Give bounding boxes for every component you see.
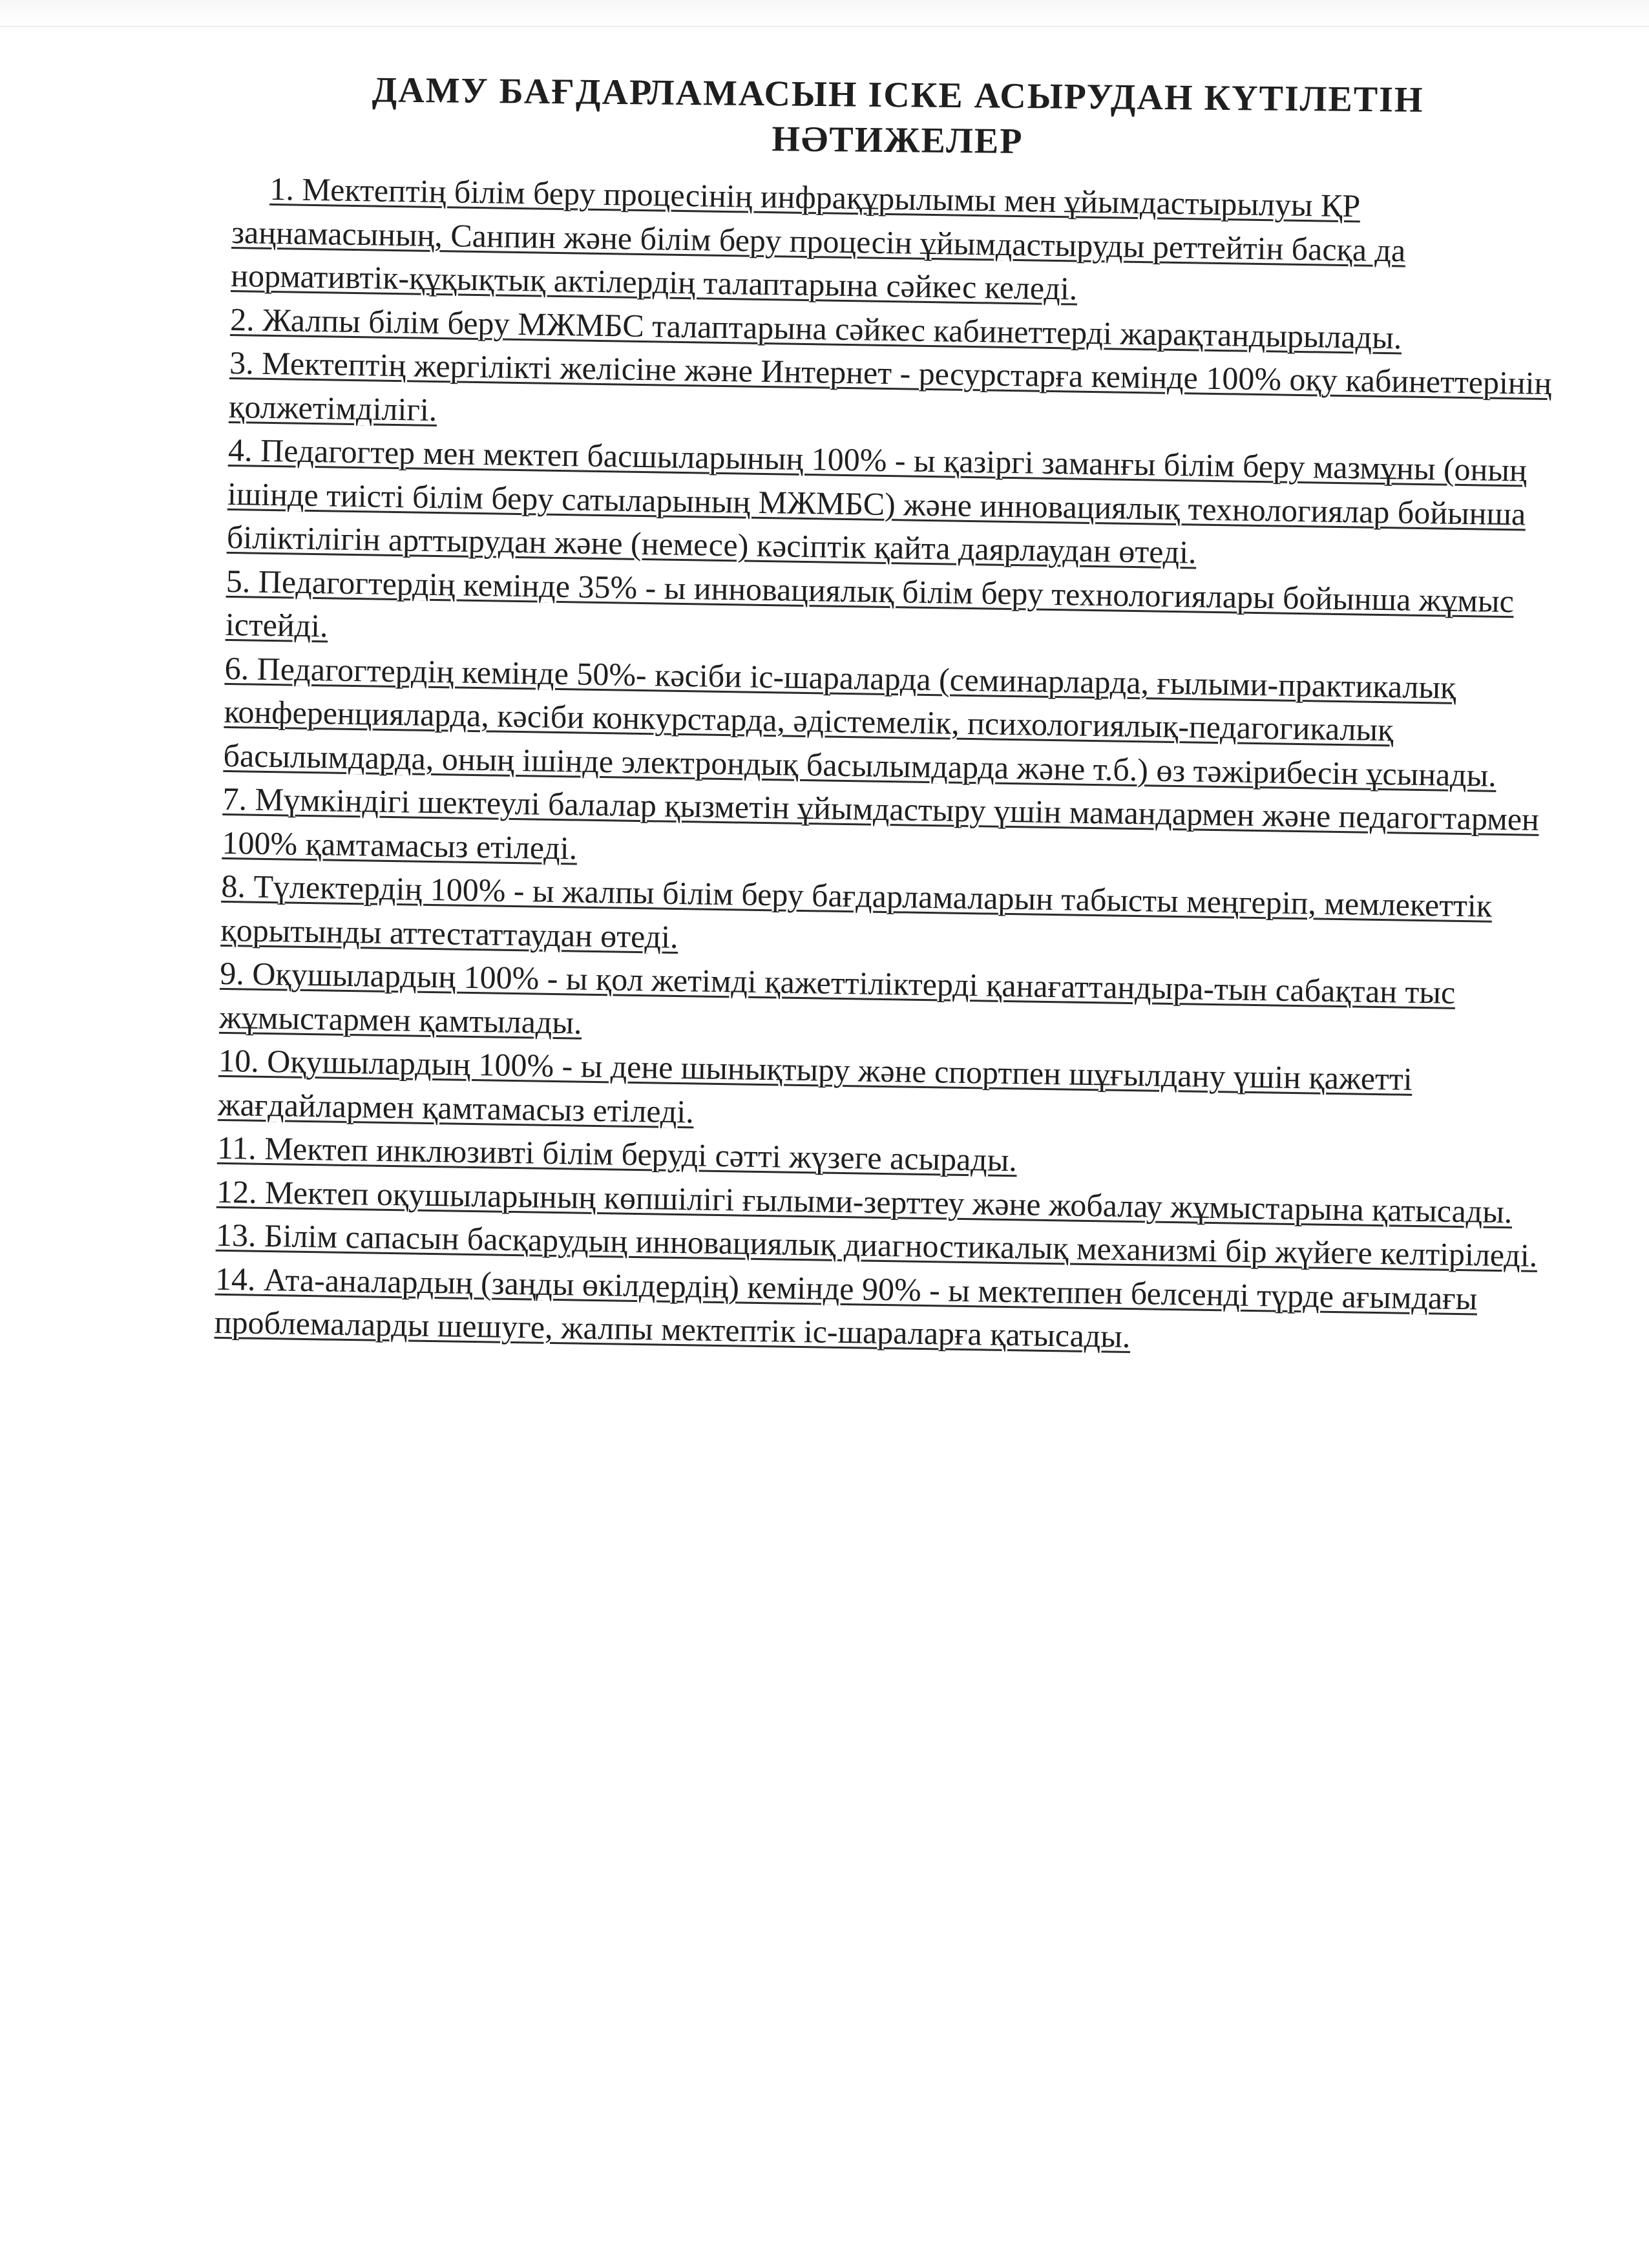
result-item-8: 8. Түлектердің 100% - ы жалпы білім беру бағдарламаларын табысты меңгеріп, мемлекеттік қорытынды аттестаттаудан өтеді. xyxy=(220,867,1493,955)
result-item-7: 7. Мүмкіндігі шектеулі балалар қызметін ұйымдастыру үшін мамандармен және педагогтармен 100% қамтамасыз етіледі. xyxy=(222,780,1540,866)
title-line-1: ДАМУ БАҒДАРЛАМАСЫН ІСКЕ АСЫРУДАН КҮТІЛЕТІН xyxy=(372,69,1424,120)
title-line-2: НӘТИЖЕЛЕР xyxy=(772,118,1024,162)
result-item-3: 3. Мектептің жергілікті желісіне және Интернет - ресурстарға кемінде 100% оқу кабинеттерінің қолжетімділігі. xyxy=(228,344,1552,428)
result-item-1: 1. Мектептің білім беру процесінің инфрақұрылымы мен ұйымдастырылуы ҚР заңнамасының, Санпин және білім беру процесін ұйымдастыруды реттейтін басқа да нормативтік-құқықтық актілердің талаптарына сәйкес келеді. xyxy=(230,170,1406,307)
document-title xyxy=(348,67,1447,168)
result-item-4: 4. Педагогтер мен мектеп басшыларының 100% - ы қазіргі заманғы білім беру мазмұны (оның ішінде тиісті білім беру сатыларының МЖМБС) және инновациялық технологиялар бойынша біліктілігін арттырудан және (немесе) кәсіптік қайта даярлаудан өтеді. xyxy=(226,431,1528,571)
results-list xyxy=(214,167,1563,1365)
result-item-10: 10. Оқушылардың 100% - ы дене шынықтыру және спортпен шұғылдану үшін қажетті жағдайлармен қамтамасыз етіледі. xyxy=(217,1042,1413,1129)
result-item-12: 12. Мектеп оқушыларының көпшілігі ғылыми-зерттеу және жобалау жұмыстарына қатысады. xyxy=(216,1173,1513,1230)
result-item-11: 11. Мектеп инклюзивті білім беруді сәтті жүзеге асырады. xyxy=(216,1129,1018,1179)
result-item-6: 6. Педагогтердің кемінде 50%- кәсіби іс-шараларда (семинарларда, ғылыми-практикалық конференцияларда, кәсіби конкурстарда, әдістемелік, психологиялық-педагогикалық басылымдарда, оның ішінде электрондық басылымдарда және т.б.) өз тәжірибесін ұсынады. xyxy=(223,649,1497,793)
result-item-9: 9. Оқушылардың 100% - ы қол жетімді қажеттіліктерді қанағаттандыра-тын сабақтан тыс жұмыстармен қамтылады. xyxy=(218,954,1456,1041)
result-item-13: 13. Білім сапасын басқарудың инновациялық диагностикалық механизмі бір жүйеге келтіріледі. xyxy=(215,1216,1538,1274)
result-item-2: 2. Жалпы білім беру МЖМБС талаптарына сәйкес кабинеттерді жарақтандырылады. xyxy=(229,300,1402,355)
result-item-5: 5. Педагогтердің кемінде 35% - ы инновациялық білім беру технологиялары бойынша жұмыс істейді. xyxy=(225,562,1515,644)
result-item-14: 14. Ата-аналардың (заңды өкілдердің) кемінде 90% - ы мектеппен белсенді түрде ағымдағы проблемаларды шешуге, жалпы мектептік іс-шараларға қатысады. xyxy=(214,1260,1478,1355)
